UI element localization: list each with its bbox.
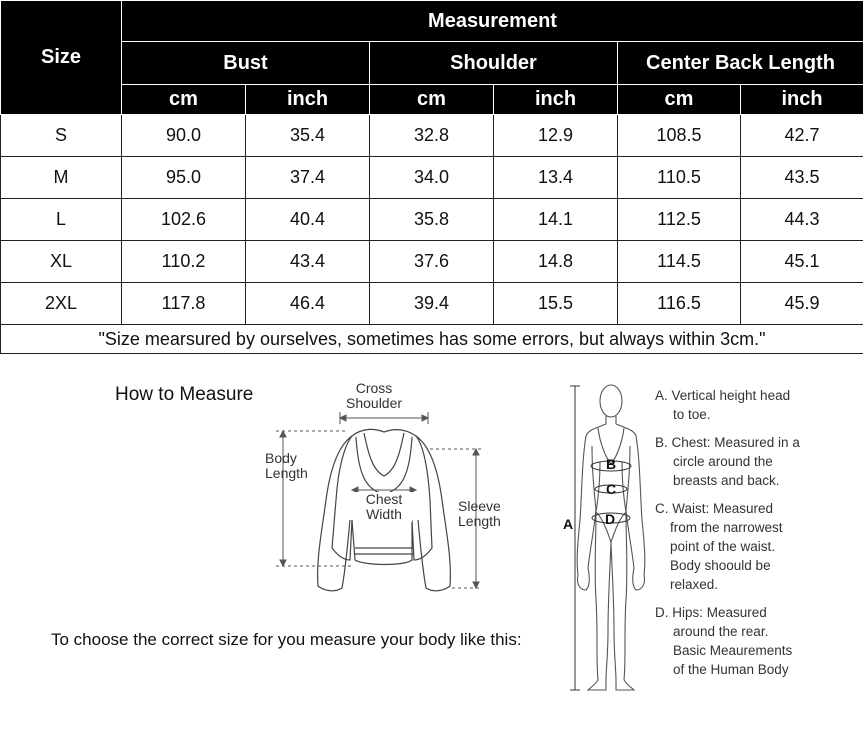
value-cell: 45.9 <box>741 283 863 325</box>
center-back-length-header: Center Back Length <box>618 42 863 85</box>
table-row <box>1 115 863 157</box>
how-to-measure-title: How to Measure <box>115 384 254 405</box>
value-cell: 39.4 <box>370 283 494 325</box>
figure-letter-a: A <box>563 516 574 532</box>
value-cell: 34.0 <box>370 157 494 199</box>
note-c: C. Waist: Measured from the narrowest point of the waist. Body shoould be relaxed. <box>655 501 783 592</box>
value-cell: 114.5 <box>618 241 741 283</box>
chest-width-label: Chest Width <box>356 492 412 522</box>
unit-header: cm <box>370 85 494 115</box>
table-row <box>1 157 863 199</box>
value-cell: 90.0 <box>122 115 246 157</box>
value-cell: 35.4 <box>246 115 370 157</box>
unit-header: cm <box>122 85 246 115</box>
measurement-note: "Size mearsured by ourselves, sometimes has some errors, but always within 3cm." <box>1 325 863 354</box>
value-cell: 32.8 <box>370 115 494 157</box>
measurement-header: Measurement <box>122 1 863 42</box>
value-cell: 110.5 <box>618 157 741 199</box>
value-cell: 40.4 <box>246 199 370 241</box>
value-cell: 110.2 <box>122 241 246 283</box>
size-cell: S <box>1 115 122 157</box>
unit-header: cm <box>618 85 741 115</box>
unit-header: inch <box>494 85 618 115</box>
shoulder-header: Shoulder <box>370 42 618 85</box>
value-cell: 13.4 <box>494 157 618 199</box>
value-cell: 15.5 <box>494 283 618 325</box>
table-row <box>1 283 863 325</box>
value-cell: 14.1 <box>494 199 618 241</box>
measurement-notes <box>655 386 855 688</box>
size-cell: L <box>1 199 122 241</box>
value-cell: 116.5 <box>618 283 741 325</box>
value-cell: 95.0 <box>122 157 246 199</box>
note-d: D. Hips: Measured around the rear. Basic Meaurements of the Human Body <box>655 605 793 677</box>
value-cell: 35.8 <box>370 199 494 241</box>
size-cell: XL <box>1 241 122 283</box>
value-cell: 43.5 <box>741 157 863 199</box>
value-cell: 102.6 <box>122 199 246 241</box>
body-length-label: Body Length <box>265 450 308 481</box>
figure-letter-d: D <box>605 511 616 527</box>
sleeve-length-label: Sleeve Length <box>458 498 501 529</box>
figure-letter-b: B <box>606 456 617 472</box>
value-cell: 45.1 <box>741 241 863 283</box>
unit-header: inch <box>246 85 370 115</box>
value-cell: 43.4 <box>246 241 370 283</box>
note-a: A. Vertical height head to toe. <box>655 388 791 422</box>
bust-header: Bust <box>122 42 370 85</box>
choose-size-instruction: To choose the correct size for you measure your body like this: <box>51 630 522 649</box>
note-b: B. Chest: Measured in a circle around the breasts and back. <box>655 435 800 488</box>
figure-letter-c: C <box>606 481 617 497</box>
value-cell: 117.8 <box>122 283 246 325</box>
value-cell: 14.8 <box>494 241 618 283</box>
size-header: Size <box>1 1 122 115</box>
value-cell: 37.4 <box>246 157 370 199</box>
value-cell: 37.6 <box>370 241 494 283</box>
value-cell: 42.7 <box>741 115 863 157</box>
table-row <box>1 241 863 283</box>
size-cell: 2XL <box>1 283 122 325</box>
unit-header: inch <box>741 85 863 115</box>
value-cell: 44.3 <box>741 199 863 241</box>
value-cell: 112.5 <box>618 199 741 241</box>
table-row <box>1 199 863 241</box>
size-cell: M <box>1 157 122 199</box>
size-chart-table <box>0 0 863 354</box>
cross-shoulder-label: Cross Shoulder <box>346 380 403 411</box>
value-cell: 46.4 <box>246 283 370 325</box>
value-cell: 12.9 <box>494 115 618 157</box>
value-cell: 108.5 <box>618 115 741 157</box>
